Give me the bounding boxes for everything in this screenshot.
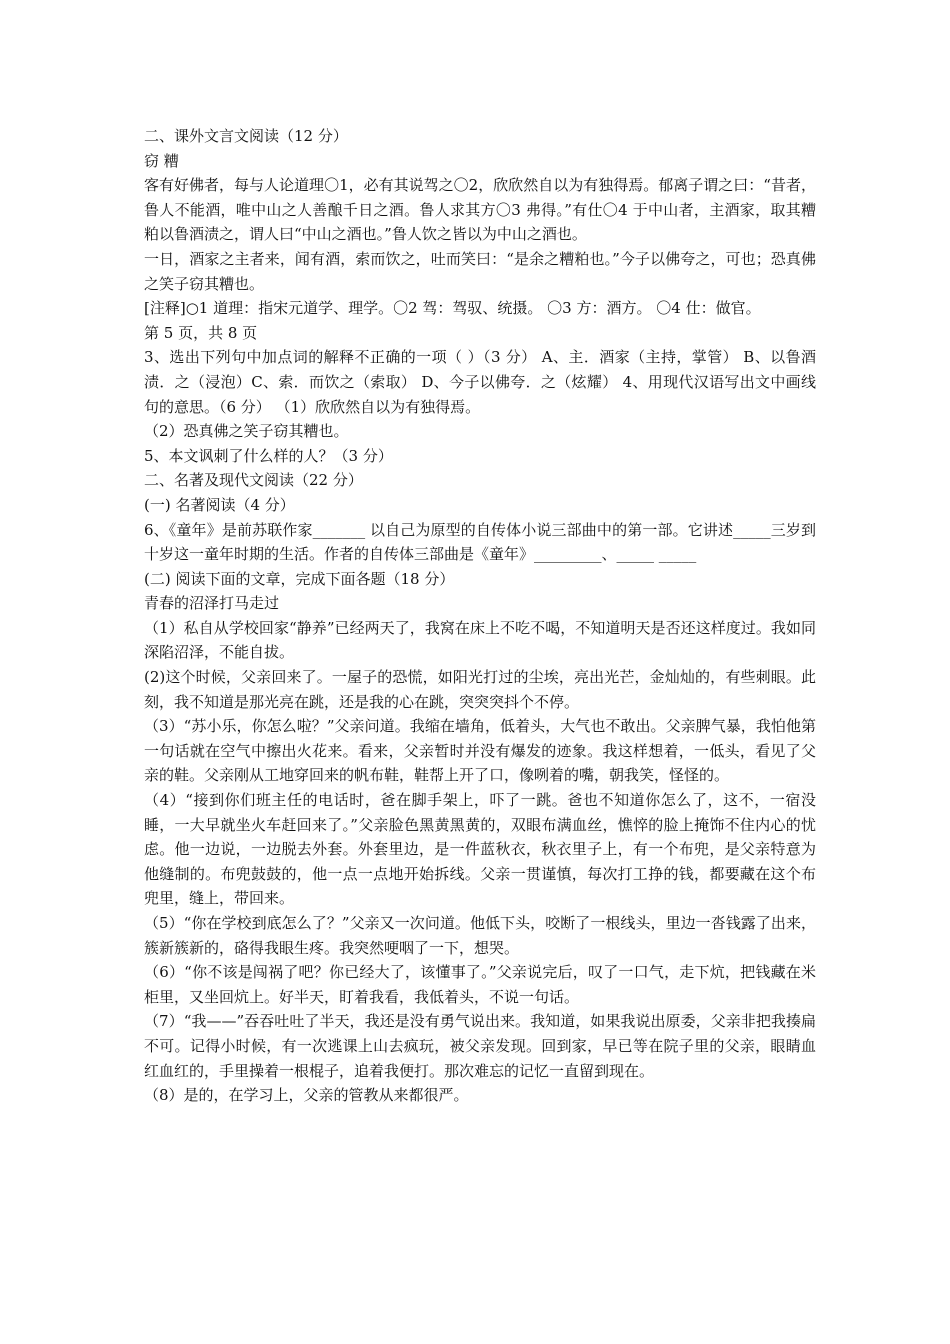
question-5: 5、本文讽刺了什么样的人？（3 分）: [144, 446, 393, 465]
article-title: 青春的沼泽打马走过: [144, 594, 280, 613]
article-paragraph: （5）“你在学校到底怎么了？”父亲又一次问道。他低下头，咬断了一根线头，里边一沓钱露了出来，簇新簇新的，硌得我眼生疼。我突然哽咽了一下，想哭。: [144, 914, 816, 957]
article-paragraph: (2)这个时候，父亲回来了。一屋子的恐慌，如阳光打过的尘埃，亮出光芒，金灿灿的，有些刺眼。此刻，我不知道是那光亮在跳，还是我的心在跳，突突突抖个不停。: [144, 668, 816, 711]
subsection-heading: (二) 阅读下面的文章，完成下面各题（18 分）: [144, 569, 455, 588]
passage-title: 窃 糟: [144, 151, 179, 170]
page-number: 第 5 页，共 8 页: [144, 323, 258, 342]
section-heading: 二、名著及现代文阅读（22 分）: [144, 471, 363, 490]
article-paragraph: （4）“接到你们班主任的电话时，爸在脚手架上，吓了一跳。爸也不知道你怎么了，这不，一宿没睡，一大早就坐火车赶回来了。”父亲脸色黑黄黑黄的，双眼布满血丝，憔悴的脸上掩饰不住内心的忧虑。他一边说，一边脱去外套。外套里边，是一件蓝秋衣，秋衣里子上，有一个布兜，是父亲特意为他缝制的。布兜鼓鼓的，他一点一点地开始拆线。父亲一贯谨慎，每次打工挣的钱，都要藏在这个布兜里，缝上，带回来。: [144, 791, 816, 908]
document-page: [144, 124, 816, 1108]
question-6: 6、《童年》是前苏联作家_______ 以自己为原型的自传体小说三部曲中的第一部。它讲述_____三岁到十岁这一童年时期的生活。作者的自传体三部曲是《童年》_________、_____ _____: [144, 520, 816, 564]
classical-text-paragraph: 客有好佛者，每与人论道理〇1，必有其说驾之〇2，欣欣然自以为有独得焉。郁离子谓之曰：“昔者，鲁人不能酒，唯中山之人善酿千日之酒。鲁人求其方〇3 弗得。”有仕〇4 于中山者，主酒家，取其糟粕以鲁酒渍之，谓人曰“中山之酒也。”鲁人饮之皆以为中山之酒也。: [144, 176, 816, 244]
article-paragraph: （6）“你不该是闯祸了吧？你已经大了，该懂事了。”父亲说完后，叹了一口气，走下炕，把钱藏在米柜里，又坐回炕上。好半天，盯着我看，我低着头，不说一句话。: [144, 963, 816, 1006]
article-paragraph: （1）私自从学校回家“静养”已经两天了，我窝在床上不吃不喝，不知道明天是否还这样度过。我如同深陷沼泽，不能自拔。: [144, 618, 816, 662]
question-4-2: （2）恐真佛之笑子窃其糟也。: [144, 422, 349, 441]
section-heading: 二、课外文言文阅读（12 分）: [144, 127, 348, 145]
article-paragraph: （8）是的，在学习上，父亲的管教从来都很严。: [144, 1086, 469, 1105]
question-3-4: 3、选出下列句中加点词的解释不正确的一项（ ）（3 分） A、主．酒家（主持，掌管） B、以鲁酒渍．之（浸泡）C、索．而饮之（索取） D、今子以佛夸．之（炫耀） 4、用现代汉语写出文中画线句的意思。（6 分） （1）欣欣然自以为有独得焉。: [144, 348, 816, 416]
article-paragraph: （7）“我——”吞吞吐吐了半天，我还是没有勇气说出来。我知道，如果我说出原委，父亲非把我揍扁不可。记得小时候，有一次逃课上山去疯玩，被父亲发现。回到家，早已等在院子里的父亲，眼睛血红血红的，手里操着一根棍子，追着我便打。那次难忘的记忆一直留到现在。: [144, 1012, 816, 1080]
article-paragraph: （3）“苏小乐，你怎么啦？”父亲问道。我缩在墙角，低着头，大气也不敢出。父亲脾气暴，我怕他第一句话就在空气中擦出火花来。看来，父亲暂时并没有爆发的迹象。我这样想着，一低头，看见了父亲的鞋。父亲刚从工地穿回来的帆布鞋，鞋帮上开了口，像咧着的嘴，朝我笑，怪怪的。: [144, 717, 816, 785]
annotation-note: [注释]○1 道理：指宋元道学、理学。〇2 驾：驾驭、统摄。 〇3 方：酒方。 〇4 仕：做官。: [144, 299, 761, 318]
subsection-heading: (一) 名著阅读（4 分）: [144, 495, 295, 514]
classical-text-paragraph: 一日，酒家之主者来，闻有酒，索而饮之，吐而笑曰：“是余之糟粕也。”今子以佛夸之，可也；恐真佛之笑子窃其糟也。: [144, 249, 816, 293]
